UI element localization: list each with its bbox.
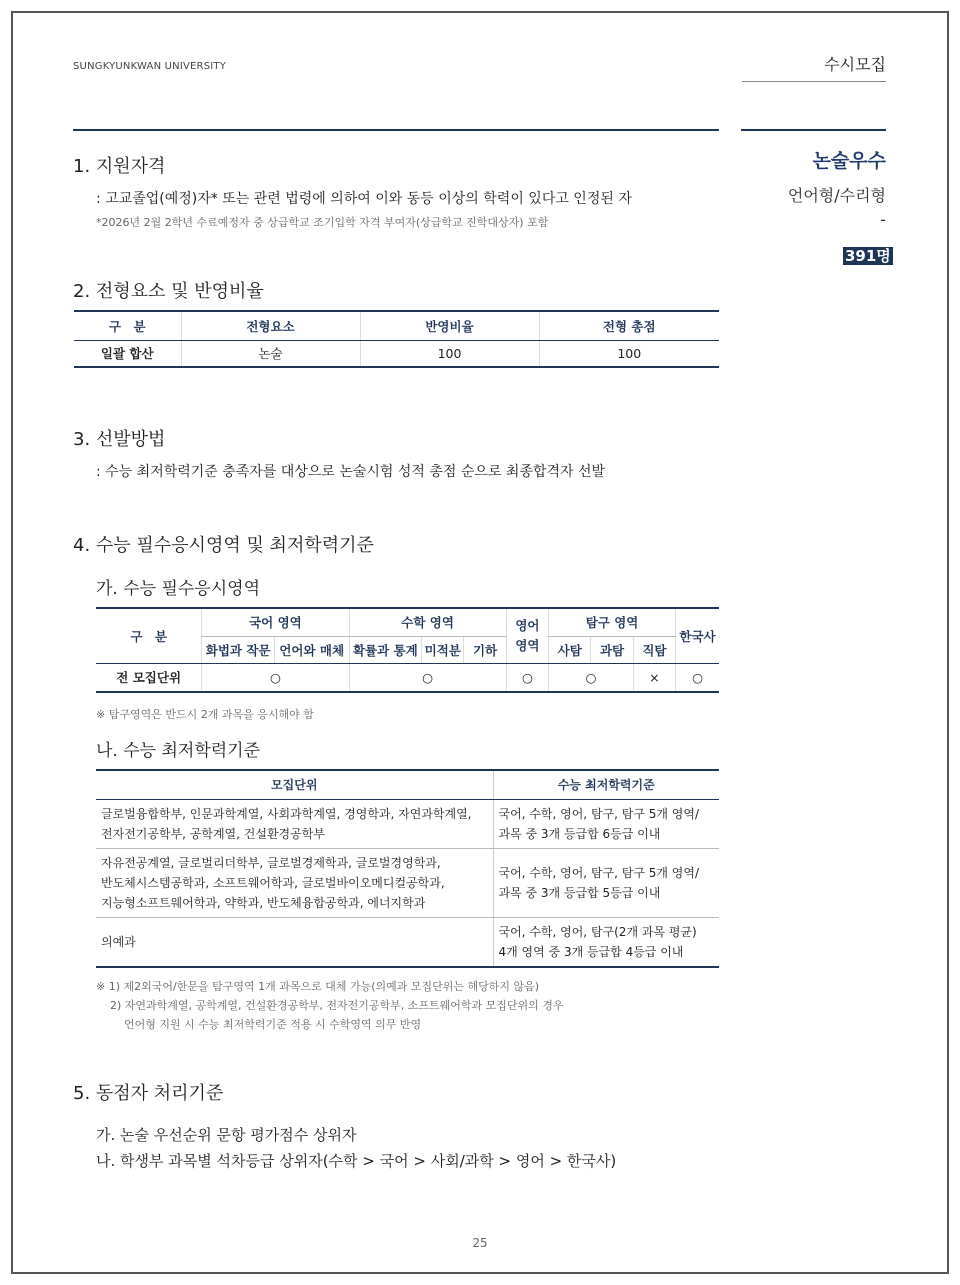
- table-cell: 일괄 합산: [74, 340, 181, 367]
- unit-line: 글로벌융합학부, 인문과학계열, 사회과학계열, 경영학과, 자연과학계열,: [101, 806, 472, 821]
- section-4b-note-1: ※ 1) 제2외국어/한문을 탐구영역 1개 과목으로 대체 가능(의예과 모집단위는 해당하지 않음): [96, 980, 540, 993]
- table-header-row: [96, 608, 719, 636]
- table-header: 수능 최저학력기준: [493, 770, 719, 799]
- table-cell: [493, 848, 719, 917]
- table-header: 탐구 영역: [549, 608, 676, 636]
- table-cell: [96, 848, 493, 917]
- table-header: 수학 영역: [349, 608, 506, 636]
- table-row: [96, 799, 719, 848]
- section-1-note: *2026년 2월 2학년 수료예정자 중 상급학교 조기입학 자격 부여자(상급학교 진학대상자) 포함: [96, 216, 549, 229]
- table-header: [506, 608, 548, 663]
- page-number: 25: [472, 1236, 488, 1250]
- university-name: SUNGKYUNKWAN UNIVERSITY: [73, 61, 227, 72]
- table-cell: ×: [633, 663, 675, 692]
- criteria-line: 과목 중 3개 등급합 6등급 이내: [498, 826, 661, 841]
- table-cell: 100: [539, 340, 719, 367]
- minimum-criteria-table: [96, 769, 719, 968]
- table-header: 모집단위: [96, 770, 493, 799]
- table-cell: [96, 799, 493, 848]
- table-cell: 전 모집단위: [96, 663, 202, 692]
- section-5-title: 5. 동점자 처리기준: [73, 1083, 224, 1104]
- table-cell: ○: [349, 663, 506, 692]
- table-header-row: [74, 311, 719, 340]
- table-header: 구 분: [96, 608, 202, 663]
- side-rule: [741, 129, 886, 131]
- table-row: [74, 340, 719, 367]
- table-subheader: 직탐: [633, 636, 675, 663]
- section-2-title: 2. 전형요소 및 반영비율: [73, 281, 264, 302]
- table-header: 한국사: [676, 608, 719, 663]
- unit-line: 반도체시스템공학과, 소프트웨어학과, 글로벌바이오메디컬공학과,: [101, 875, 445, 890]
- table-cell: ○: [676, 663, 719, 692]
- table-subheader: 사탐: [549, 636, 591, 663]
- table-header: 전형 총점: [539, 311, 719, 340]
- side-type: 언어형/수리형: [787, 186, 886, 205]
- table-row: [96, 917, 719, 967]
- side-title: 논술우수: [812, 150, 886, 172]
- category-label: 수시모집: [742, 52, 886, 82]
- side-dash: -: [880, 210, 886, 229]
- unit-line: 자유전공계열, 글로벌리더학부, 글로벌경제학과, 글로벌경영학과,: [101, 855, 441, 870]
- unit-line: 의예과: [101, 934, 136, 949]
- english-area-label: 영어 영역: [515, 617, 540, 653]
- criteria-line: 4개 영역 중 3개 등급합 4등급 이내: [498, 944, 684, 959]
- table-header-row: [96, 770, 719, 799]
- table-cell: ○: [506, 663, 548, 692]
- criteria-line: 국어, 수학, 영어, 탐구, 탐구 5개 영역/: [498, 806, 700, 821]
- section-3-title: 3. 선발방법: [73, 429, 166, 450]
- criteria-line: 국어, 수학, 영어, 탐구, 탐구 5개 영역/: [498, 865, 700, 880]
- criteria-line: 국어, 수학, 영어, 탐구(2개 과목 평균): [498, 924, 697, 939]
- table-cell: ○: [202, 663, 349, 692]
- tiebreak-item-1: 가. 논술 우선순위 문항 평가점수 상위자: [96, 1126, 357, 1144]
- table-subheader: 화법과 작문: [202, 636, 275, 663]
- table-cell: 논술: [181, 340, 360, 367]
- table-subheader: 미적분: [422, 636, 464, 663]
- table-subheader: 확률과 통계: [349, 636, 422, 663]
- section-1-text: : 고교졸업(예정)자* 또는 관련 법령에 의하여 이와 동등 이상의 학력이 있다고 인정된 자: [96, 191, 632, 207]
- table-header: 국어 영역: [202, 608, 349, 636]
- section-4b-note-3: 언어형 지원 시 수능 최저학력기준 적용 시 수학영역 의무 반영: [124, 1018, 422, 1031]
- criteria-line: 과목 중 3개 등급합 5등급 이내: [498, 885, 661, 900]
- table-cell: ○: [549, 663, 634, 692]
- table-subheader: 기하: [464, 636, 506, 663]
- table-cell: 100: [360, 340, 539, 367]
- table-header: 구 분: [74, 311, 181, 340]
- section-1-title: 1. 지원자격: [73, 156, 166, 177]
- section-4b-note-2: 2) 자연과학계열, 공학계열, 건설환경공학부, 전자전기공학부, 소프트웨어학과 모집단위의 경우: [110, 999, 564, 1012]
- table-row: [96, 663, 719, 692]
- section-4a-note: ※ 탐구영역은 반드시 2개 과목을 응시해야 함: [96, 708, 314, 721]
- table-header: 전형요소: [181, 311, 360, 340]
- table-cell: [493, 799, 719, 848]
- unit-line: 전자전기공학부, 공학계열, 건설환경공학부: [101, 826, 325, 841]
- unit-line: 지능형소프트웨어학과, 약학과, 반도체융합공학과, 에너지학과: [101, 895, 426, 910]
- tiebreak-item-2: 나. 학생부 과목별 석차등급 상위자(수학 > 국어 > 사회/과학 > 영어 > 한국사): [96, 1152, 617, 1170]
- quota-badge: 391명: [845, 247, 891, 265]
- selection-ratio-table: [74, 310, 719, 368]
- table-header: 반영비율: [360, 311, 539, 340]
- section-4-title: 4. 수능 필수응시영역 및 최저학력기준: [73, 535, 374, 556]
- required-subjects-table: [96, 607, 719, 693]
- table-subheader: 언어와 매체: [274, 636, 349, 663]
- section-4b-title: 나. 수능 최저학력기준: [96, 741, 261, 761]
- table-row: [96, 848, 719, 917]
- table-cell: [96, 917, 493, 967]
- section-3-text: : 수능 최저학력기준 충족자를 대상으로 논술시험 성적 총점 순으로 최종합격자 선발: [96, 464, 606, 480]
- table-subheader: 과탐: [591, 636, 633, 663]
- table-cell: [493, 917, 719, 967]
- main-rule: [73, 129, 719, 131]
- section-4a-title: 가. 수능 필수응시영역: [96, 579, 261, 599]
